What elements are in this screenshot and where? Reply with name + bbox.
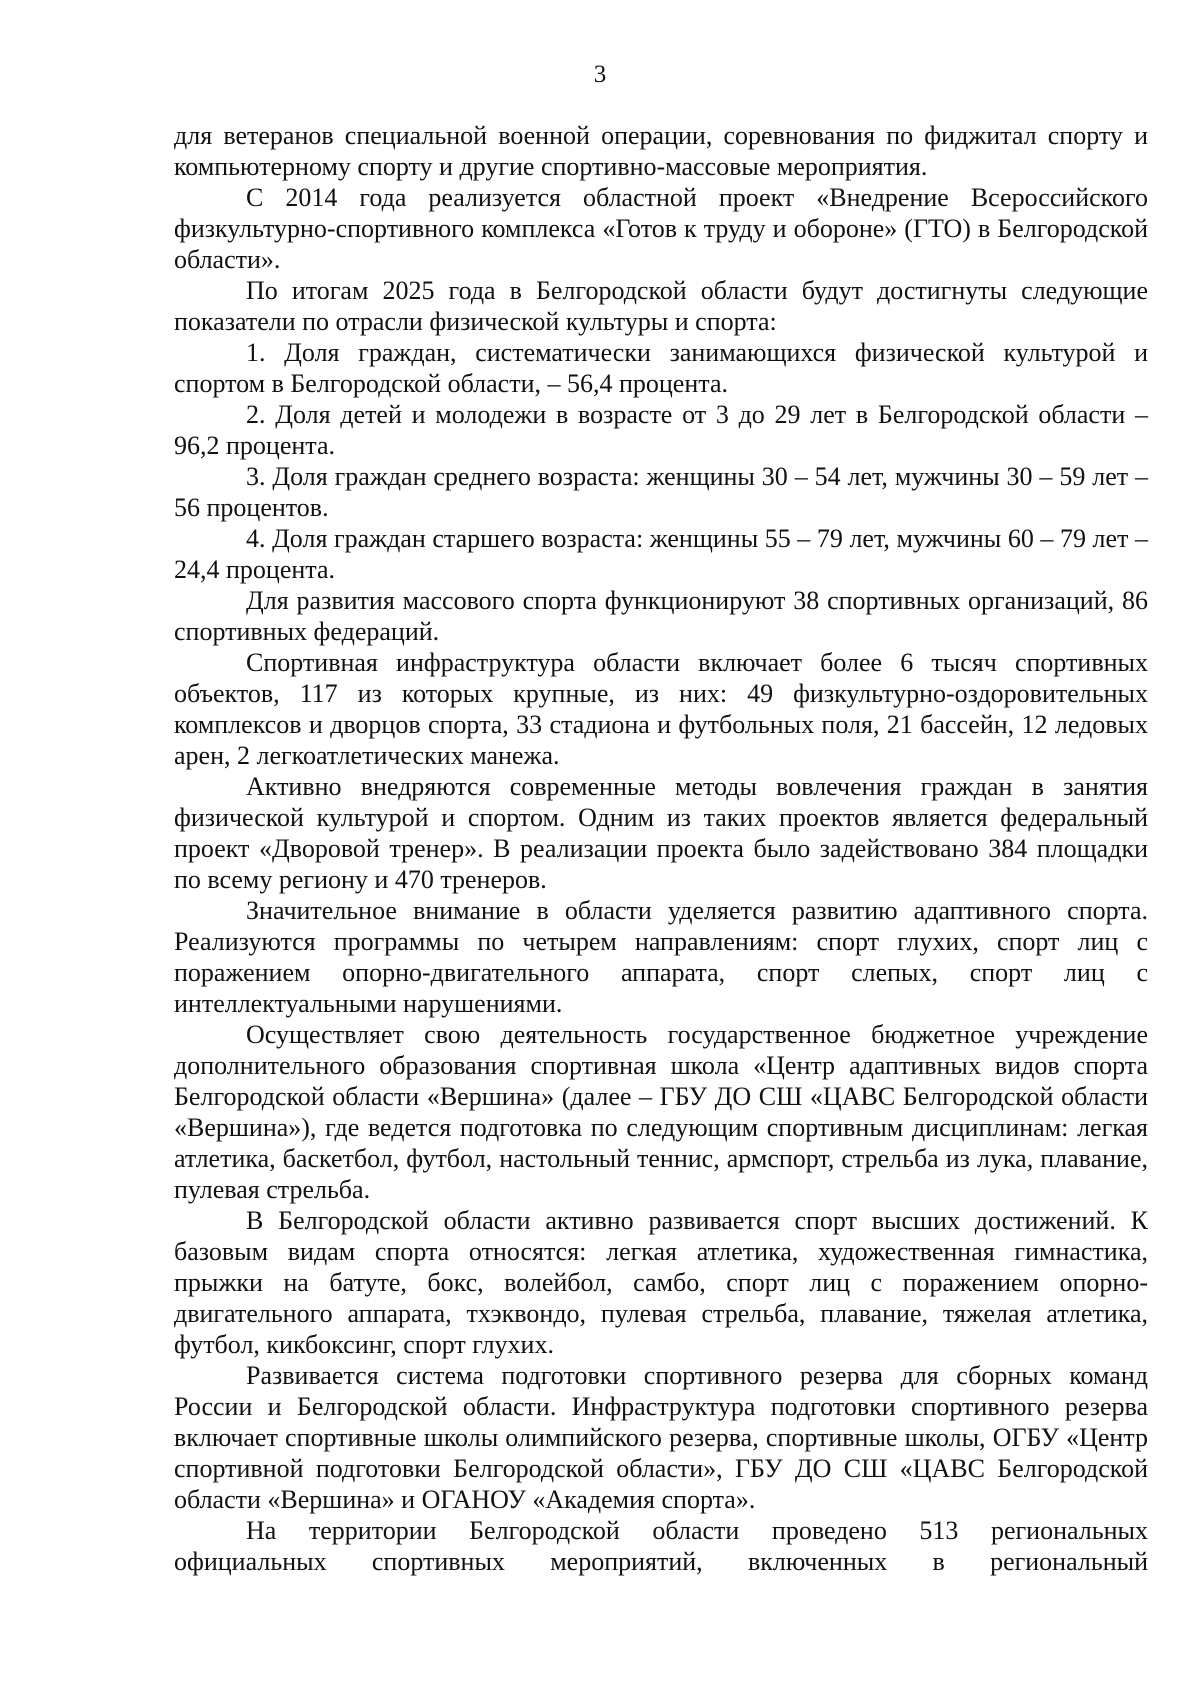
paragraph-vershina-school: Осуществляет свою деятельность государственное бюджетное учреждение дополнительного образования спортивная школа «Центр адаптивных видов спорта Белгородской области «Вершина» (далее – ГБУ ДО СШ «ЦАВС Белгородской области «Вершина»), где ведется подготовка по следующим спортивным дисциплинам: легкая атлетика, баскетбол, футбол, настольный теннис, армспорт, стрельба из лука, плавание, пулевая стрельба. [174,1020,1148,1204]
paragraph-continuation: для ветеранов специальной военной операции, соревнования по фиджитал спорту и компьютерному спорту и другие спортивно-массовые мероприятия. [174,121,1148,181]
paragraph-2025-indicators: По итогам 2025 года в Белгородской области будут достигнуты следующие показатели по отрасли физической культуры и спорта: [174,276,1148,336]
paragraph-regional-events: На территории Белгородской области проведено 513 региональных официальных спортивных мероприятий, включенных в региональный [174,1516,1148,1576]
paragraph-gto-project: С 2014 года реализуется областной проект «Внедрение Всероссийского физкультурно-спортивного комплекса «Готов к труду и обороне» (ГТО) в Белгородской области». [174,183,1148,274]
paragraph-yard-coach: Активно внедряются современные методы вовлечения граждан в занятия физической культурой и спортом. Одним из таких проектов является федеральный проект «Дворовой тренер». В реализации проекта было задействовано 384 площадки по всему региону и 470 тренеров. [174,772,1148,894]
paragraph-sports-reserve: Развивается система подготовки спортивного резерва для сборных команд России и Белгородской области. Инфраструктура подготовки спортивного резерва включает спортивные школы олимпийского резерва, спортивные школы, ОГБУ «Центр спортивной подготовки Белгородской области», ГБУ ДО СШ «ЦАВС Белгородской области «Вершина» и ОГАНОУ «Академия спорта». [174,1361,1148,1514]
page-number: 3 [593,61,607,88]
paragraph-infrastructure: Спортивная инфраструктура области включает более 6 тысяч спортивных объектов, 117 из которых крупные, из них: 49 физкультурно-оздоровительных комплексов и дворцов спорта, 33 стадиона и футбольных поля, 21 бассейн, 12 ледовых арен, 2 легкоатлетических манежа. [174,648,1148,770]
paragraph-mass-sport: Для развития массового спорта функционируют 38 спортивных организаций, 86 спортивных федераций. [174,586,1148,646]
list-item-indicator-3: 3. Доля граждан среднего возраста: женщины 30 – 54 лет, мужчины 30 – 59 лет – 56 процентов. [174,462,1148,522]
list-item-indicator-1: 1. Доля граждан, систематически занимающихся физической культурой и спортом в Белгородской области, – 56,4 процента. [174,338,1148,398]
paragraph-adaptive-sport: Значительное внимание в области уделяется развитию адаптивного спорта. Реализуются программы по четырем направлениям: спорт глухих, спорт лиц с поражением опорно-двигательного аппарата, спорт слепых, спорт лиц с интеллектуальными нарушениями. [174,896,1148,1018]
list-item-indicator-2: 2. Доля детей и молодежи в возрасте от 3 до 29 лет в Белгородской области – 96,2 процента. [174,400,1148,460]
list-item-indicator-4: 4. Доля граждан старшего возраста: женщины 55 – 79 лет, мужчины 60 – 79 лет – 24,4 процента. [174,524,1148,584]
document-body [174,120,1148,1577]
paragraph-high-achievement: В Белгородской области активно развивается спорт высших достижений. К базовым видам спорта относятся: легкая атлетика, художественная гимнастика, прыжки на батуте, бокс, волейбол, самбо, спорт лиц с поражением опорно-двигательного аппарата, тхэквондо, пулевая стрельба, плавание, тяжелая атлетика, футбол, кикбоксинг, спорт глухих. [174,1206,1148,1359]
